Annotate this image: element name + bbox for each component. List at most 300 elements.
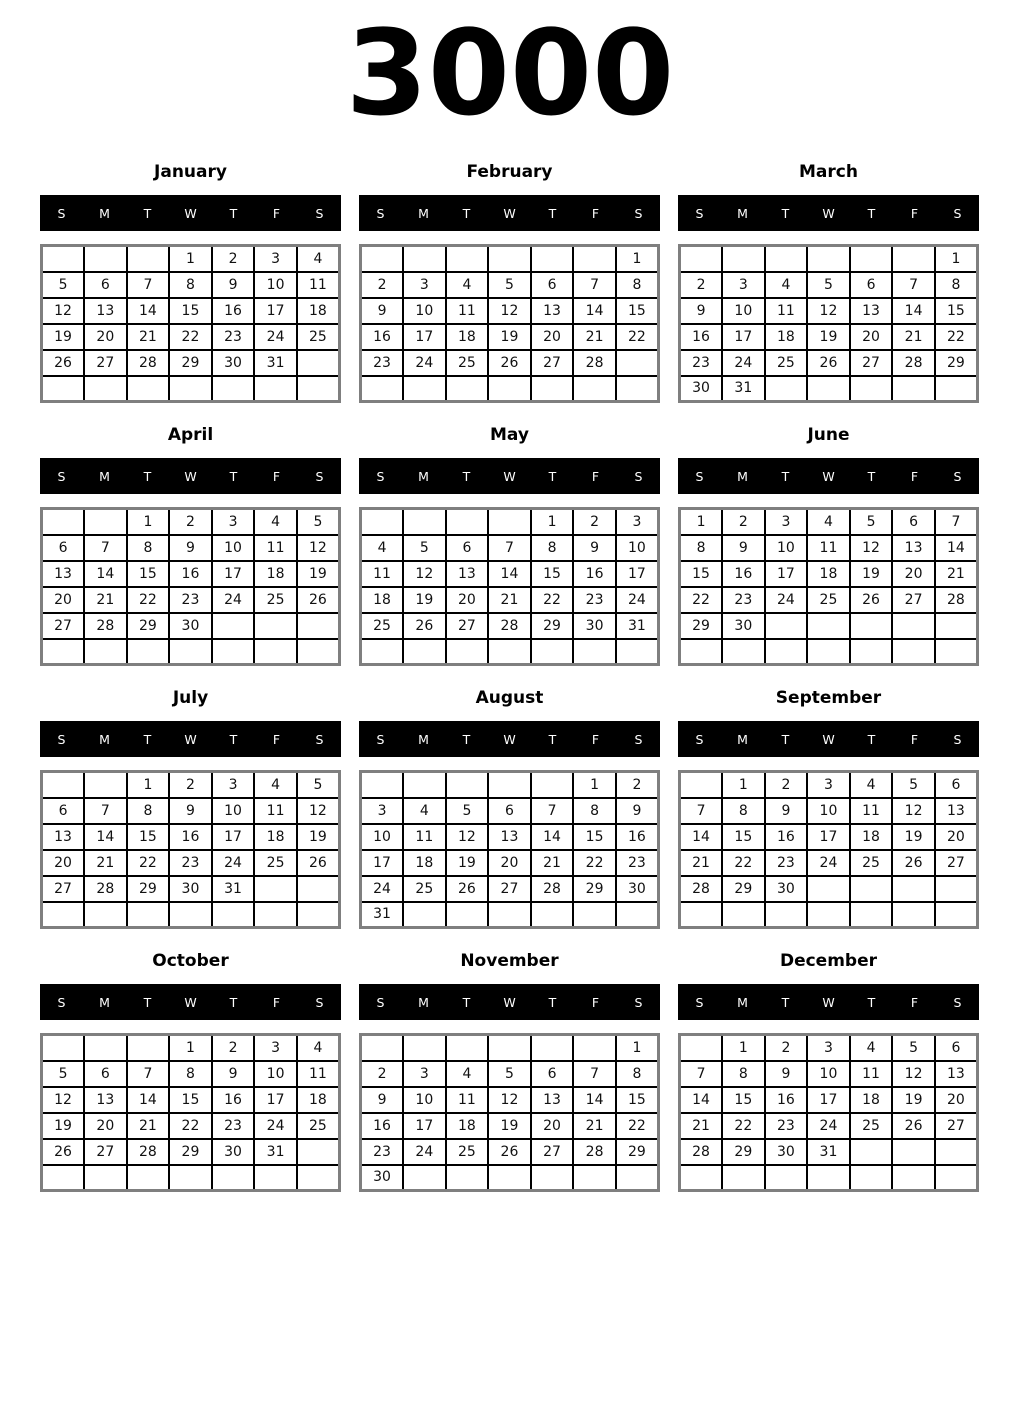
weekday-header: [359, 721, 660, 757]
date-cell: 19: [42, 324, 85, 350]
date-cell: [935, 876, 978, 902]
date-cell: [488, 246, 531, 272]
date-cell: 19: [892, 1087, 935, 1113]
date-cell: 29: [722, 876, 765, 902]
date-cell: 13: [850, 298, 893, 324]
date-cell: 7: [573, 272, 616, 298]
week-row: [42, 509, 340, 535]
date-cell: [403, 509, 446, 535]
dates-table: [678, 770, 979, 929]
date-cell: [892, 876, 935, 902]
weekday-label: W: [184, 468, 197, 484]
date-cell: 3: [403, 1061, 446, 1087]
weekday-label: W: [184, 205, 197, 221]
date-cell: 26: [807, 350, 850, 376]
weekday-label: S: [953, 731, 962, 747]
date-cell: 21: [935, 561, 978, 587]
date-cell: 11: [297, 1061, 340, 1087]
date-cell: [84, 246, 127, 272]
date-cell: [850, 376, 893, 402]
date-cell: 26: [892, 850, 935, 876]
weekday-label: W: [503, 994, 516, 1010]
date-cell: 4: [297, 246, 340, 272]
week-row: [680, 824, 978, 850]
date-cell: 19: [850, 561, 893, 587]
date-cell: 3: [765, 509, 808, 535]
weekday-label: T: [143, 205, 152, 221]
date-cell: 27: [892, 587, 935, 613]
weekday-header: [359, 458, 660, 494]
date-cell: 6: [84, 1061, 127, 1087]
weekday-label: S: [315, 205, 324, 221]
date-cell: [616, 902, 659, 928]
weekday-label: F: [272, 468, 281, 484]
date-cell: 28: [573, 350, 616, 376]
weekday-label: S: [953, 205, 962, 221]
date-cell: [573, 639, 616, 665]
date-cell: 12: [403, 561, 446, 587]
week-row: [42, 246, 340, 272]
date-cell: 7: [892, 272, 935, 298]
date-cell: 22: [616, 1113, 659, 1139]
week-row: [680, 535, 978, 561]
week-row: [680, 1087, 978, 1113]
weekday-label: S: [634, 731, 643, 747]
weekday-label: S: [376, 205, 385, 221]
date-cell: 24: [254, 1113, 297, 1139]
date-cell: [84, 1035, 127, 1061]
date-cell: 3: [254, 246, 297, 272]
date-cell: [403, 639, 446, 665]
week-row: [361, 798, 659, 824]
date-cell: 26: [42, 1139, 85, 1165]
date-cell: 17: [403, 1113, 446, 1139]
date-cell: 18: [403, 850, 446, 876]
weekday-label: T: [781, 731, 790, 747]
week-row: [680, 1035, 978, 1061]
date-cell: 17: [212, 561, 255, 587]
date-cell: 12: [42, 298, 85, 324]
week-row: [42, 1087, 340, 1113]
date-cell: 24: [403, 1139, 446, 1165]
date-cell: [84, 509, 127, 535]
date-cell: [488, 639, 531, 665]
date-cell: [722, 902, 765, 928]
weekday-label: S: [953, 994, 962, 1010]
date-cell: 21: [84, 850, 127, 876]
date-cell: [169, 639, 212, 665]
date-cell: 1: [935, 246, 978, 272]
week-row: [680, 509, 978, 535]
date-cell: 5: [488, 1061, 531, 1087]
week-row: [42, 613, 340, 639]
date-cell: 24: [616, 587, 659, 613]
date-cell: 27: [531, 1139, 574, 1165]
date-cell: 5: [892, 1035, 935, 1061]
date-cell: 9: [722, 535, 765, 561]
weekday-label: T: [229, 205, 238, 221]
date-cell: 25: [297, 1113, 340, 1139]
date-cell: 10: [254, 272, 297, 298]
date-cell: 19: [488, 324, 531, 350]
week-row: [42, 902, 340, 928]
date-cell: 5: [403, 535, 446, 561]
date-cell: 26: [446, 876, 489, 902]
date-cell: 22: [573, 850, 616, 876]
date-cell: 2: [680, 272, 723, 298]
date-cell: [297, 639, 340, 665]
date-cell: 30: [680, 376, 723, 402]
date-cell: [42, 772, 85, 798]
weekday-label: F: [591, 731, 600, 747]
date-cell: 24: [765, 587, 808, 613]
weekday-label: F: [910, 994, 919, 1010]
date-cell: 20: [84, 1113, 127, 1139]
weekday-label: M: [737, 468, 748, 484]
date-cell: 26: [488, 350, 531, 376]
date-cell: 29: [169, 350, 212, 376]
date-cell: 2: [169, 772, 212, 798]
date-cell: 6: [446, 535, 489, 561]
month: [359, 951, 660, 1192]
date-cell: 24: [361, 876, 404, 902]
date-cell: 27: [42, 876, 85, 902]
date-cell: 1: [127, 772, 170, 798]
date-cell: 29: [531, 613, 574, 639]
date-cell: [297, 1165, 340, 1191]
date-cell: 14: [127, 1087, 170, 1113]
date-cell: 25: [403, 876, 446, 902]
date-cell: 12: [488, 298, 531, 324]
week-row: [680, 1139, 978, 1165]
date-cell: [403, 902, 446, 928]
date-cell: 28: [680, 876, 723, 902]
date-cell: 8: [722, 1061, 765, 1087]
date-cell: 1: [722, 772, 765, 798]
date-cell: [42, 1035, 85, 1061]
date-cell: 29: [573, 876, 616, 902]
weekday-label: T: [143, 994, 152, 1010]
date-cell: [722, 1165, 765, 1191]
date-cell: 15: [722, 824, 765, 850]
weekday-header: [678, 721, 979, 757]
date-cell: [127, 1035, 170, 1061]
date-cell: 19: [807, 324, 850, 350]
date-cell: 25: [446, 350, 489, 376]
date-cell: [573, 1165, 616, 1191]
date-cell: 15: [722, 1087, 765, 1113]
date-cell: 10: [361, 824, 404, 850]
date-cell: 23: [616, 850, 659, 876]
date-cell: 18: [446, 324, 489, 350]
date-cell: [403, 1165, 446, 1191]
date-cell: [892, 376, 935, 402]
date-cell: 27: [531, 350, 574, 376]
date-cell: 17: [722, 324, 765, 350]
date-cell: [446, 1165, 489, 1191]
date-cell: 3: [616, 509, 659, 535]
month-title: August: [475, 688, 544, 708]
date-cell: 2: [361, 272, 404, 298]
weekday-label: T: [462, 731, 471, 747]
date-cell: 25: [361, 613, 404, 639]
date-cell: [297, 376, 340, 402]
weekday-header: [40, 984, 341, 1020]
date-cell: 9: [169, 798, 212, 824]
month: [359, 688, 660, 929]
date-cell: 6: [531, 272, 574, 298]
date-cell: [127, 246, 170, 272]
date-cell: 23: [212, 324, 255, 350]
date-cell: 16: [680, 324, 723, 350]
date-cell: 19: [488, 1113, 531, 1139]
date-cell: [42, 1165, 85, 1191]
weekday-label: T: [143, 468, 152, 484]
date-cell: [765, 376, 808, 402]
date-cell: 4: [361, 535, 404, 561]
date-cell: 3: [807, 1035, 850, 1061]
date-cell: [446, 246, 489, 272]
date-cell: [935, 902, 978, 928]
date-cell: [212, 613, 255, 639]
date-cell: 6: [42, 798, 85, 824]
week-row: [361, 1139, 659, 1165]
date-cell: 22: [722, 850, 765, 876]
date-cell: 30: [212, 1139, 255, 1165]
date-cell: 4: [254, 772, 297, 798]
week-row: [42, 324, 340, 350]
date-cell: 9: [212, 1061, 255, 1087]
date-cell: [807, 902, 850, 928]
date-cell: 17: [361, 850, 404, 876]
date-cell: [892, 613, 935, 639]
date-cell: 5: [42, 1061, 85, 1087]
week-row: [680, 902, 978, 928]
date-cell: [446, 902, 489, 928]
date-cell: [680, 1165, 723, 1191]
week-row: [361, 509, 659, 535]
date-cell: 15: [616, 298, 659, 324]
date-cell: 8: [169, 1061, 212, 1087]
date-cell: 20: [531, 1113, 574, 1139]
date-cell: 30: [722, 613, 765, 639]
date-cell: 2: [765, 772, 808, 798]
date-cell: 27: [850, 350, 893, 376]
date-cell: 12: [297, 798, 340, 824]
date-cell: 11: [446, 298, 489, 324]
weekday-label: T: [229, 994, 238, 1010]
date-cell: 24: [722, 350, 765, 376]
date-cell: 29: [722, 1139, 765, 1165]
week-row: [42, 535, 340, 561]
date-cell: 2: [573, 509, 616, 535]
date-cell: 11: [807, 535, 850, 561]
date-cell: [42, 376, 85, 402]
date-cell: 1: [680, 509, 723, 535]
date-cell: 30: [616, 876, 659, 902]
week-row: [680, 246, 978, 272]
week-row: [42, 824, 340, 850]
date-cell: 18: [254, 561, 297, 587]
date-cell: [616, 639, 659, 665]
date-cell: 18: [297, 1087, 340, 1113]
weekday-label: T: [548, 468, 557, 484]
date-cell: 2: [169, 509, 212, 535]
month: [40, 425, 341, 666]
date-cell: [446, 376, 489, 402]
weekday-label: T: [462, 994, 471, 1010]
date-cell: 27: [84, 350, 127, 376]
date-cell: 29: [169, 1139, 212, 1165]
date-cell: 24: [212, 850, 255, 876]
date-cell: 3: [254, 1035, 297, 1061]
date-cell: 11: [446, 1087, 489, 1113]
date-cell: 22: [169, 324, 212, 350]
date-cell: 13: [892, 535, 935, 561]
date-cell: 28: [127, 1139, 170, 1165]
date-cell: 12: [892, 798, 935, 824]
weekday-label: W: [184, 731, 197, 747]
date-cell: 24: [807, 1113, 850, 1139]
weekday-label: W: [822, 468, 835, 484]
date-cell: 8: [616, 272, 659, 298]
date-cell: 24: [403, 350, 446, 376]
date-cell: 22: [169, 1113, 212, 1139]
week-row: [680, 850, 978, 876]
month-title: January: [154, 162, 227, 182]
date-cell: [446, 509, 489, 535]
dates-table: [359, 507, 660, 666]
date-cell: 8: [127, 798, 170, 824]
date-cell: 23: [212, 1113, 255, 1139]
date-cell: 27: [488, 876, 531, 902]
date-cell: 1: [616, 246, 659, 272]
weekday-label: W: [503, 468, 516, 484]
date-cell: 3: [403, 272, 446, 298]
date-cell: 28: [127, 350, 170, 376]
date-cell: 21: [892, 324, 935, 350]
date-cell: 9: [765, 1061, 808, 1087]
weekday-header: [359, 984, 660, 1020]
date-cell: [127, 376, 170, 402]
date-cell: [169, 902, 212, 928]
weekday-header: [359, 195, 660, 231]
date-cell: 27: [84, 1139, 127, 1165]
date-cell: 31: [254, 350, 297, 376]
date-cell: [403, 246, 446, 272]
date-cell: 23: [680, 350, 723, 376]
week-row: [361, 350, 659, 376]
date-cell: 18: [850, 1087, 893, 1113]
date-cell: [127, 902, 170, 928]
date-cell: 2: [722, 509, 765, 535]
date-cell: [680, 639, 723, 665]
weekday-label: S: [695, 468, 704, 484]
weekday-label: S: [634, 994, 643, 1010]
dates-table: [678, 507, 979, 666]
date-cell: 24: [254, 324, 297, 350]
date-cell: 8: [531, 535, 574, 561]
weekday-label: F: [272, 994, 281, 1010]
date-cell: 26: [850, 587, 893, 613]
date-cell: 21: [680, 850, 723, 876]
date-cell: [850, 639, 893, 665]
date-cell: [616, 376, 659, 402]
date-cell: 7: [84, 535, 127, 561]
date-cell: 8: [935, 272, 978, 298]
date-cell: 26: [488, 1139, 531, 1165]
date-cell: 14: [680, 824, 723, 850]
weekday-label: T: [462, 468, 471, 484]
date-cell: 29: [127, 876, 170, 902]
month: [678, 425, 979, 666]
week-row: [680, 561, 978, 587]
date-cell: [42, 902, 85, 928]
date-cell: 10: [254, 1061, 297, 1087]
weekday-label: F: [591, 468, 600, 484]
date-cell: 16: [616, 824, 659, 850]
date-cell: [297, 350, 340, 376]
date-cell: 30: [361, 1165, 404, 1191]
date-cell: [254, 376, 297, 402]
date-cell: [680, 772, 723, 798]
date-cell: 1: [169, 1035, 212, 1061]
date-cell: 22: [935, 324, 978, 350]
date-cell: [935, 639, 978, 665]
date-cell: 3: [212, 772, 255, 798]
week-row: [680, 376, 978, 402]
date-cell: 10: [403, 1087, 446, 1113]
date-cell: 20: [446, 587, 489, 613]
date-cell: 22: [531, 587, 574, 613]
date-cell: 13: [446, 561, 489, 587]
date-cell: 20: [488, 850, 531, 876]
date-cell: 23: [169, 850, 212, 876]
date-cell: 15: [127, 824, 170, 850]
date-cell: 25: [297, 324, 340, 350]
date-cell: 7: [127, 272, 170, 298]
date-cell: 10: [807, 798, 850, 824]
date-cell: [488, 772, 531, 798]
date-cell: [297, 902, 340, 928]
week-row: [680, 324, 978, 350]
date-cell: 26: [297, 587, 340, 613]
date-cell: 20: [531, 324, 574, 350]
month-title: April: [167, 425, 214, 445]
date-cell: 4: [446, 1061, 489, 1087]
date-cell: 2: [765, 1035, 808, 1061]
week-row: [361, 246, 659, 272]
date-cell: 23: [169, 587, 212, 613]
date-cell: 24: [807, 850, 850, 876]
date-cell: [127, 1165, 170, 1191]
weekday-label: S: [376, 468, 385, 484]
week-row: [42, 561, 340, 587]
date-cell: 11: [254, 798, 297, 824]
date-cell: 23: [361, 350, 404, 376]
month: [40, 688, 341, 929]
date-cell: [531, 639, 574, 665]
week-row: [42, 298, 340, 324]
weekday-label: T: [143, 731, 152, 747]
date-cell: 12: [488, 1087, 531, 1113]
weekday-label: T: [781, 205, 790, 221]
date-cell: [488, 1035, 531, 1061]
date-cell: 25: [254, 850, 297, 876]
date-cell: 2: [212, 246, 255, 272]
date-cell: 5: [297, 772, 340, 798]
date-cell: 21: [84, 587, 127, 613]
